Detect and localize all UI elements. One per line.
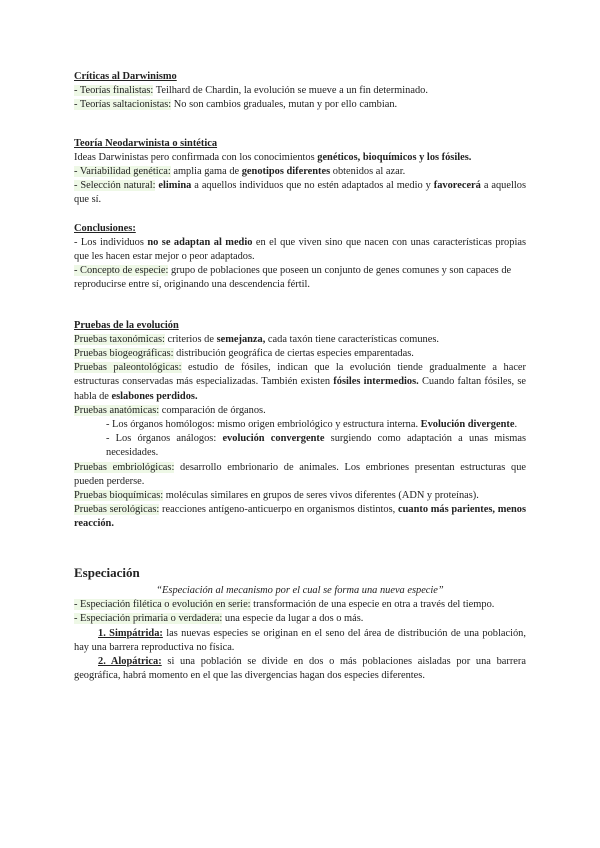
- term-label: Pruebas biogeográficas:: [74, 348, 174, 360]
- term-label: - Selección natural:: [74, 180, 156, 192]
- especiacion-alopatrica: 2. Alopátrica: si una población se divide en dos o más poblaciones aisladas por una barrera geográfica, habrá momento en el que las divergencias hagan dos especies diferentes.: [74, 655, 526, 682]
- term-label: - Especiación filética o evolución en serie:: [74, 599, 251, 611]
- especiacion-filetica: - Especiación filética o evolución en serie: transformación de una especie en otra a través del tiempo.: [74, 599, 495, 611]
- term-label: Pruebas paleontológicas:: [74, 362, 182, 374]
- section-title-especiacion: Especiación: [74, 564, 140, 580]
- especiacion-quote: “Especiación al mecanismo por el cual se forma una nueva especie”: [156, 584, 444, 596]
- term-label: - Variabilidad genética:: [74, 166, 171, 178]
- term-label: Pruebas taxonómicas:: [74, 333, 165, 345]
- section-title-criticas: Críticas al Darwinismo: [74, 71, 177, 82]
- conclusiones-line-2: - Concepto de especie: grupo de poblaciones que poseen un conjunto de genes comunes y son capaces de reproducirse entre sí, originando una descendencia fértil.: [74, 265, 512, 291]
- neodarwinista-intro: Ideas Darwinistas pero confirmada con los conocimientos genéticos, bioquímicos y los fósiles.: [74, 151, 472, 163]
- organos-homologos: - Los órganos homólogos: mismo origen embriológico y estructura interna. Evolución divergente.: [106, 419, 518, 431]
- term-label: - Teorías finalistas:: [74, 85, 154, 97]
- pruebas-anatomicas: Pruebas anatómicas: comparación de órganos.: [74, 404, 266, 416]
- pruebas-paleontologicas: Pruebas paleontológicas: estudio de fósiles, indican que la evolución tiende gradualmente a hacer estructuras conservadas más especializadas. También existen fósiles intermedios. Cuando faltan fósiles, se habla de eslabones perdidos.: [74, 362, 527, 402]
- pruebas-biogeograficas: Pruebas biogeográficas: distribución geográfica de ciertas especies emparentadas.: [74, 348, 414, 360]
- neodarwinista-variabilidad: - Variabilidad genética: amplia gama de genotipos diferentes obtenidos al azar.: [74, 166, 406, 178]
- especiacion-primaria: - Especiación primaria o verdadera: una especie da lugar a dos o más.: [74, 613, 364, 625]
- term-label: Pruebas embriológicas:: [74, 461, 175, 473]
- section-title-pruebas: Pruebas de la evolución: [74, 319, 179, 331]
- term-label: Pruebas serológicas:: [74, 504, 160, 516]
- term-label: Pruebas bioquímicas:: [74, 490, 164, 502]
- term-label: - Teorías saltacionistas:: [74, 99, 172, 111]
- neodarwinista-seleccion: - Selección natural: elimina a aquellos individuos que no estén adaptados al medio y favorecerá a aquellos que sí.: [74, 180, 526, 206]
- pruebas-taxonomicas: Pruebas taxonómicas: criterios de semejanza, cada taxón tiene características comunes.: [74, 333, 439, 345]
- pruebas-serologicas: Pruebas serológicas: reacciones antígeno-anticuerpo en organismos distintos, cuanto más parientes, menos reacción.: [74, 504, 526, 530]
- criticas-line-2: - Teorías saltacionistas: No son cambios graduales, mutan y por ello cambian.: [74, 99, 398, 111]
- term-label: - Concepto de especie:: [74, 265, 169, 277]
- organos-analogos: - Los órganos análogos: evolución convergente surgiendo como adaptación a unas mismas necesidades.: [106, 433, 527, 459]
- pruebas-bioquimicas: Pruebas bioquímicas: moléculas similares en grupos de seres vivos diferentes (ADN y proteínas).: [74, 490, 479, 502]
- conclusiones-line-1: - Los individuos no se adaptan al medio en el que viven sino que nacen con unas características propias que les hacen estar mejor o peor adaptados.: [74, 236, 526, 263]
- criticas-line-1: - Teorías finalistas: Teilhard de Chardin, la evolución se mueve a un fin determinado.: [74, 85, 428, 97]
- term-label: Pruebas anatómicas:: [74, 404, 160, 416]
- term-label: - Especiación primaria o verdadera:: [74, 613, 223, 625]
- section-title-neodarwinista: Teoría Neodarwinista o sintética: [74, 137, 218, 149]
- especiacion-simpatrida: 1. Simpátrida: las nuevas especies se originan en el seno del área de distribución de una población, hay una barrera reproductiva no física.: [74, 627, 526, 653]
- section-title-conclusiones: Conclusiones:: [74, 222, 136, 234]
- pruebas-embriologicas: Pruebas embriológicas: desarrollo embrionario de animales. Los embriones presentan estructuras que pueden perderse.: [74, 461, 527, 487]
